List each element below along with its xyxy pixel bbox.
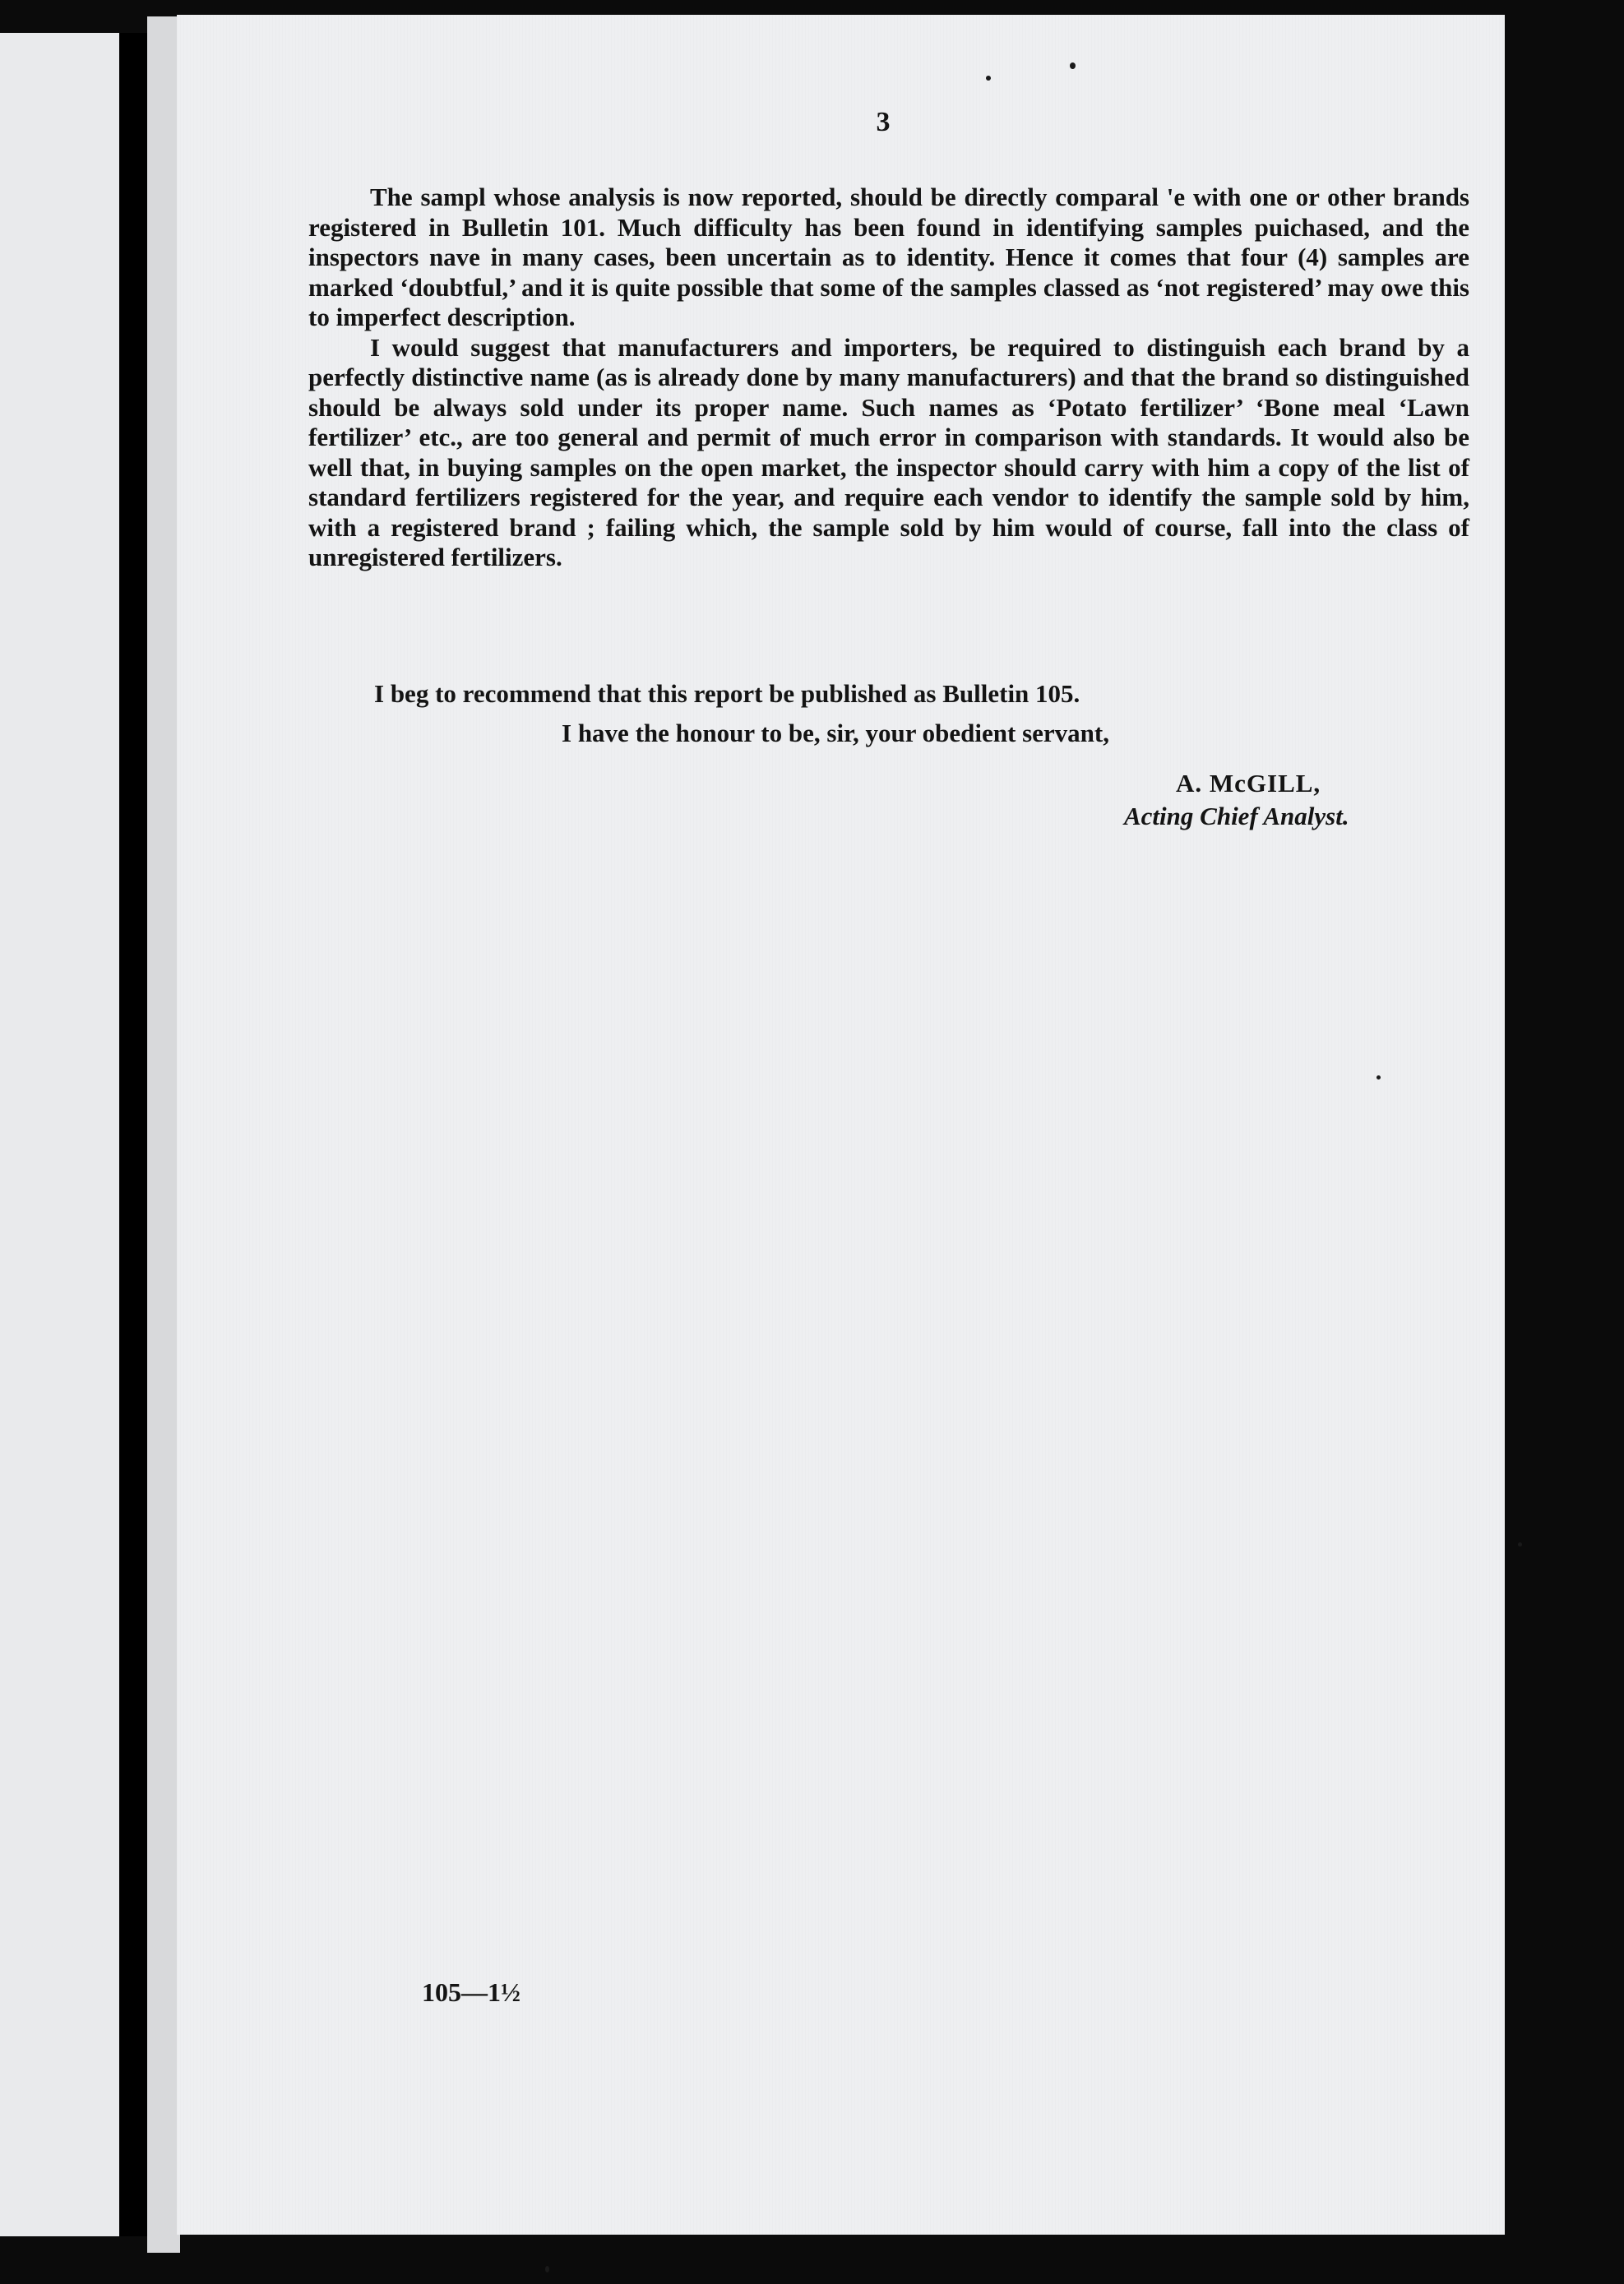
closing-line: I have the honour to be, sir, your obedient servant, — [562, 719, 1109, 747]
recommendation-line: I beg to recommend that this report be published as Bulletin 105. — [374, 679, 1080, 708]
scan-speck — [545, 2266, 549, 2272]
scan-speck — [1376, 1075, 1381, 1080]
paragraph-suggestion: I would suggest that manufacturers and importers, be required to distinguish each brand by a perfectly distinctive name (as is already done by many manufacturers) and that the brand so distinguished should be always sold under its proper name. Such names as ‘Potato fertilizer’ ‘Bone meal ‘Lawn fertilizer’ etc., are too general and permit of much error in comparison with standards. It would also be well that, in buying samples on the open market, the inspector should carry with him a copy of the list of standard fertilizers registered for the year, and require each vendor to identify the sample sold by him, with a registered brand ; failing which, the sample sold by him would of course, fall into the class of unregistered fertilizers. — [308, 332, 1469, 571]
book-spine-shadow — [119, 33, 147, 2236]
signature-name: A. McGILL, — [1176, 769, 1321, 798]
body-text — [308, 183, 1469, 573]
paragraph-samples: The sampl whose analysis is now reported, should be directly comparal 'e with one or other brands registered in Bulletin 101. Much difficulty has been found in identifying samples puichased, and the inspectors nave in many cases, been uncertain as to identity. Hence it comes that four (4) samples are marked ‘doubtful,’ and it is quite possible that some of the samples classed as ‘not registered’ may owe this to imperfect description. — [308, 183, 1469, 331]
scan-speck — [986, 76, 991, 81]
page-number: 3 — [876, 107, 891, 137]
scan-speck — [1518, 1542, 1522, 1547]
page-gutter — [147, 16, 180, 2253]
facing-page-edge — [0, 33, 123, 2236]
scan-speck — [1070, 62, 1076, 69]
footer-signature-mark: 105—1½ — [422, 1977, 521, 2007]
signature-title: Acting Chief Analyst. — [1124, 802, 1349, 830]
